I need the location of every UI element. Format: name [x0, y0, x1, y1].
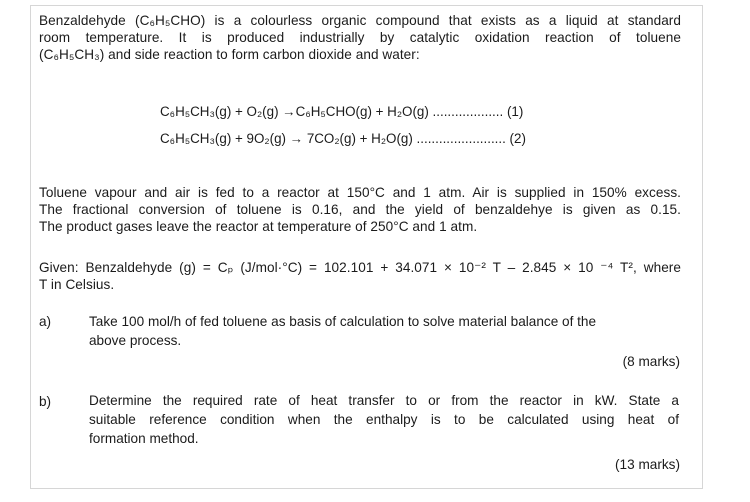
intro-paragraph [39, 12, 681, 63]
reaction-equation-1: C₆H₅CH₃(g) + O₂(g) →C₆H₅CHO(g) + H₂O(g) ................... (1) [160, 104, 524, 119]
conditions-line-3: The product gases leave the reactor at temperature of 250°C and 1 atm. [39, 219, 478, 234]
question-b-line-2: suitable reference condition when the enthalpy is to be calculated using heat of [89, 412, 679, 427]
conditions-line-2: The fractional conversion of toluene is 0.16, and the yield of benzaldehye is given as 0.15. [39, 202, 681, 217]
process-conditions-paragraph [39, 184, 681, 235]
intro-line-3: (C₆H₅CH₃) and side reaction to form carbon dioxide and water: [39, 47, 420, 62]
question-a-line-2: above process. [89, 333, 182, 348]
question-a-line-1: Take 100 mol/h of fed toluene as basis of calculation to solve material balance of the [89, 314, 597, 329]
question-b-text [89, 391, 679, 448]
question-b-line-1: Determine the required rate of heat transfer to or from the reactor in kW. State a [89, 393, 679, 408]
question-a-marks: (8 marks) [622, 354, 680, 369]
given-line-2: T in Celsius. [39, 277, 115, 292]
conditions-line-1: Toluene vapour and air is fed to a reactor at 150°C and 1 atm. Air is supplied in 150% excess. [39, 185, 681, 200]
given-line-1: Given: Benzaldehyde (g) = Cₚ (J/mol·°C) = 102.101 + 34.071 × 10⁻² T – 2.845 × 10 ⁻⁴ T², where [39, 260, 681, 275]
question-b-marks: (13 marks) [615, 457, 680, 472]
intro-line-1: Benzaldehyde (C₆H₅CHO) is a colourless organic compound that exists as a liquid at standard [39, 13, 681, 28]
question-b-line-3: formation method. [89, 431, 199, 446]
question-a-text [89, 312, 679, 350]
intro-line-2: room temperature. It is produced industrially by catalytic oxidation reaction of toluene [39, 30, 681, 45]
question-a-label: a) [39, 314, 52, 329]
given-heat-capacity [39, 259, 681, 293]
reaction-equation-2: C₆H₅CH₃(g) + 9O₂(g) → 7CO₂(g) + H₂O(g) ........................ (2) [160, 131, 526, 146]
question-b-label: b) [39, 394, 52, 409]
